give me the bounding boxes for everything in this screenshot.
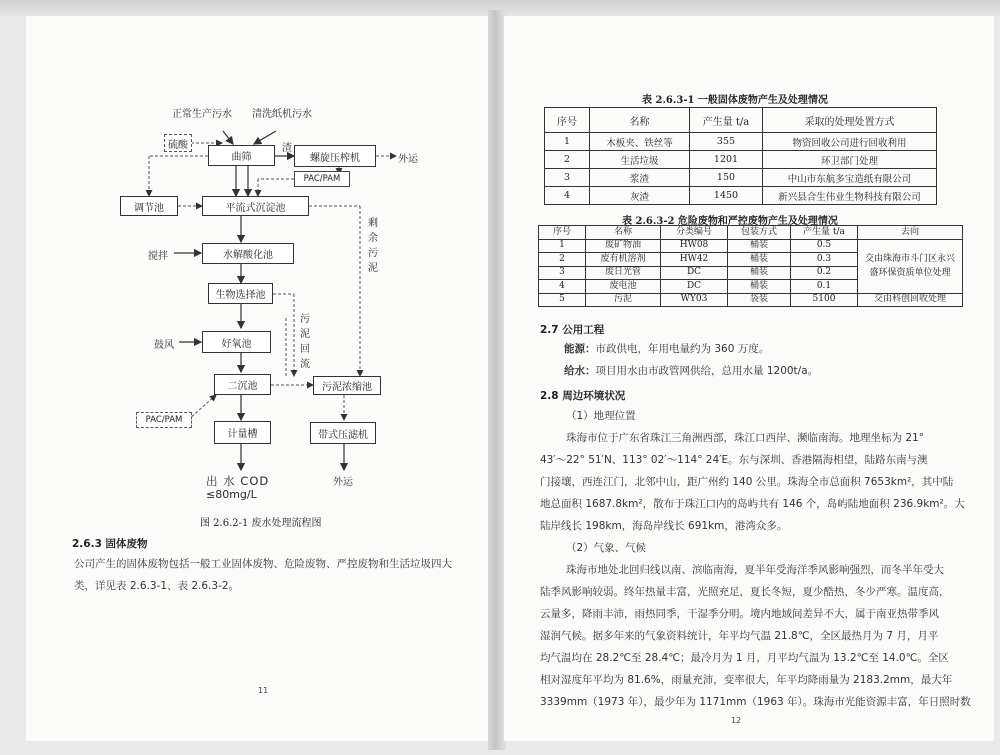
table2-header-cell: 分类编号 bbox=[661, 226, 728, 240]
figure-caption: 图 2.6.2-1 废水处理流程图 bbox=[200, 518, 322, 529]
hydrolysis-tank-box: 水解酸化池 bbox=[202, 243, 294, 264]
table-cell: 4 bbox=[539, 280, 586, 294]
table-cell: 1 bbox=[539, 239, 586, 253]
table-cell: 3 bbox=[539, 266, 586, 280]
table2-header-cell: 包装方式 bbox=[728, 226, 791, 240]
climate-line-1: 珠海市地处北回归线以南、滨临南海，夏半年受海洋季风影响强烈，而冬半年受大 bbox=[566, 564, 944, 576]
table-row bbox=[539, 293, 963, 307]
section-2-7-heading: 2.7 公用工程 bbox=[540, 324, 605, 336]
surplus-sludge-label: 剩余污泥 bbox=[368, 218, 378, 274]
stirring-label: 搅拌 bbox=[148, 251, 168, 262]
table-cell: 废有机溶剂 bbox=[586, 253, 661, 267]
aerobic-tank-box: 好氧池 bbox=[202, 331, 271, 353]
table-cell: 150 bbox=[690, 169, 763, 187]
secondary-clarifier-box: 二沉池 bbox=[214, 374, 271, 395]
table-cell: WY03 bbox=[661, 293, 728, 307]
haul-out-label-1: 外运 bbox=[398, 154, 418, 165]
table-cell: 4 bbox=[545, 187, 590, 205]
table-row bbox=[539, 239, 963, 253]
table-cell: HW42 bbox=[661, 253, 728, 267]
table-cell: DC bbox=[661, 280, 728, 294]
climate-line-5: 均气温均在 28.2℃至 28.4℃；最冷月为 1 月，月平均气温为 13.2℃至 14.0℃。全区 bbox=[540, 652, 949, 664]
energy-line bbox=[564, 338, 769, 360]
merged-destination-line-1: 交由珠海市斗门区永兴 bbox=[864, 254, 955, 264]
table-cell: 桶装 bbox=[728, 253, 791, 267]
climate-line-4: 湿润气候。据多年来的气象资料统计，年平均气温 21.8℃，全区最热月为 7 月，月平 bbox=[540, 630, 939, 642]
table-cell: 0.3 bbox=[791, 253, 858, 267]
table-cell: 污泥 bbox=[586, 293, 661, 307]
table-cell: 5 bbox=[539, 293, 586, 307]
table-cell: 1 bbox=[545, 133, 590, 151]
effluent-limit-label: ≤80mg/L bbox=[206, 488, 257, 501]
table-row bbox=[545, 169, 937, 187]
belt-filter-press-box: 带式压滤机 bbox=[310, 422, 376, 444]
section-2-8-heading: 2.8 周边环境状况 bbox=[540, 390, 626, 402]
table2-caption: 表 2.6.3-2 危险废物和严控废物产生及处理情况 bbox=[622, 216, 838, 227]
table-cell: 355 bbox=[690, 133, 763, 151]
section-2-6-3-heading: 2.6.3 固体废物 bbox=[72, 538, 148, 550]
input-normal-wastewater: 正常生产污水 bbox=[172, 109, 232, 120]
table2-header-cell: 序号 bbox=[539, 226, 586, 240]
sludge-return-label: 污泥回流 bbox=[300, 314, 310, 370]
sulfuric-acid-box: 硫酸 bbox=[164, 134, 192, 152]
merged-destination-line-2: 盛环保资质单位处理 bbox=[869, 268, 951, 278]
table1-header-cell: 名称 bbox=[590, 108, 690, 133]
table-cell: DC bbox=[661, 266, 728, 280]
screw-press-box: 螺旋压榨机 bbox=[294, 145, 376, 167]
table-row bbox=[545, 151, 937, 169]
solid-waste-para-line-2: 类，详见表 2.6.3-1、表 2.6.3-2。 bbox=[74, 580, 240, 592]
right-page bbox=[504, 16, 994, 741]
table-cell: 2 bbox=[545, 151, 590, 169]
pac-pam-box-1: PAC/PAM bbox=[294, 171, 350, 187]
left-page bbox=[26, 16, 490, 741]
table2-header-row bbox=[539, 226, 963, 240]
table-cell: 木板夹、铁丝等 bbox=[590, 133, 690, 151]
table-cell: HW08 bbox=[661, 239, 728, 253]
table-row bbox=[545, 133, 937, 151]
geo-line-3: 门接壤，西连江门，北邻中山，距广州约 140 公里。珠海全市总面积 7653km²，其中陆 bbox=[540, 476, 954, 488]
table-cell: 物资回收公司进行回收利用 bbox=[763, 133, 937, 151]
geo-line-5: 陆岸线长 198km，海岛岸线长 691km，港湾众多。 bbox=[540, 520, 788, 532]
climate-line-3: 云量多，降雨丰沛，雨热同季，干湿季分明。境内地域间差异不大，属于南亚热带季风 bbox=[540, 608, 939, 620]
climate-line-2: 陆季风影响较弱。终年热量丰富，光照充足，夏长冬短，夏少酷热，冬少严寒。温度高， bbox=[540, 586, 950, 598]
sludge-thickener-box: 污泥浓缩池 bbox=[313, 376, 381, 395]
water-label: 给水： bbox=[564, 365, 596, 377]
curved-screen-box: 曲筛 bbox=[208, 145, 275, 166]
table-cell: 3 bbox=[545, 169, 590, 187]
table-cell: 废日光管 bbox=[586, 266, 661, 280]
table-cell: 袋装 bbox=[728, 293, 791, 307]
residue-label: 渣 bbox=[282, 143, 292, 154]
hazardous-waste-table bbox=[538, 225, 963, 307]
geo-line-2: 43′～22° 51′N、113° 02′～114° 24′E。东与深圳、香港隔海相望，陆路东南与澳 bbox=[540, 454, 928, 466]
table1-caption: 表 2.6.3-1 一般固体废物产生及处理情况 bbox=[642, 95, 828, 106]
table-cell: 中山市东航多宝造纸有限公司 bbox=[763, 169, 937, 187]
table-cell: 0.1 bbox=[791, 280, 858, 294]
table2-header-cell: 去向 bbox=[858, 226, 963, 240]
table-cell: 环卫部门处理 bbox=[763, 151, 937, 169]
metering-tank-box: 计量槽 bbox=[214, 421, 271, 444]
climate-line-7: 3339mm（1973 年），最少年为 1171mm（1963 年）。珠海市光能资源丰富，年日照时数 bbox=[540, 696, 971, 708]
geo-line-4: 地总面积 1687.8km²，散布于珠江口内的岛屿共有 146 个，岛屿陆地面积 236.9km²。大 bbox=[540, 498, 965, 510]
climate-line-6: 相对湿度年平均为 81.6%，雨量充沛，变率很大，年平均降雨量为 2183.2mm，最大年 bbox=[540, 674, 953, 686]
table-cell: 0.5 bbox=[791, 239, 858, 253]
page-number-left: 11 bbox=[258, 686, 269, 695]
sedimentation-tank-box: 平流式沉淀池 bbox=[202, 196, 309, 216]
table-cell: 1201 bbox=[690, 151, 763, 169]
energy-label: 能源： bbox=[564, 343, 596, 355]
table1-header-row bbox=[545, 108, 937, 133]
table-cell: 交由科创回收处理 bbox=[858, 293, 963, 307]
table1-header-cell: 采取的处理处置方式 bbox=[763, 108, 937, 133]
table-cell: 废矿物油 bbox=[586, 239, 661, 253]
table-cell: 0.2 bbox=[791, 266, 858, 280]
blower-label: 鼓风 bbox=[154, 340, 174, 351]
table-cell: 新兴县合生伟业生物科技有限公司 bbox=[763, 187, 937, 205]
table-cell: 废电池 bbox=[586, 280, 661, 294]
general-solid-waste-table bbox=[544, 107, 937, 205]
table-cell: 桶装 bbox=[728, 239, 791, 253]
effluent-cod-label: 出 水 COD bbox=[206, 474, 270, 488]
geo-line-1: 珠海市位于广东省珠江三角洲西部，珠江口西岸、濒临南海。地理坐标为 21° bbox=[566, 432, 924, 444]
table-row bbox=[545, 187, 937, 205]
table-cell: 5100 bbox=[791, 293, 858, 307]
input-cleaning-wastewater: 清洗纸机污水 bbox=[252, 109, 312, 120]
table2-header-cell: 产生量 t/a bbox=[791, 226, 858, 240]
water-line bbox=[564, 360, 818, 382]
pac-pam-box-2: PAC/PAM bbox=[136, 412, 192, 428]
subsection-geography: （1）地理位置 bbox=[566, 410, 636, 422]
table-cell: 1450 bbox=[690, 187, 763, 205]
table-cell: 生活垃圾 bbox=[590, 151, 690, 169]
table1-header-cell: 产生量 t/a bbox=[690, 108, 763, 133]
merged-destination-cell bbox=[858, 239, 963, 293]
table-cell: 2 bbox=[539, 253, 586, 267]
table2-header-cell: 名称 bbox=[586, 226, 661, 240]
solid-waste-para-line-1: 公司产生的固体废物包括一般工业固体废物、危险废物、严控废物和生活垃圾四大 bbox=[74, 558, 452, 570]
page-number-right: 12 bbox=[731, 716, 742, 725]
water-text: 项目用水由市政管网供给，总用水量 1200t/a。 bbox=[595, 365, 819, 377]
table-cell: 桶装 bbox=[728, 266, 791, 280]
table-cell: 浆渣 bbox=[590, 169, 690, 187]
table-cell: 灰渣 bbox=[590, 187, 690, 205]
table1-header-cell: 序号 bbox=[545, 108, 590, 133]
energy-text: 市政供电，年用电量约为 360 万度。 bbox=[595, 343, 770, 355]
haul-out-label-2: 外运 bbox=[333, 477, 353, 488]
table-cell: 桶装 bbox=[728, 280, 791, 294]
regulating-tank-box: 调节池 bbox=[120, 196, 178, 216]
subsection-climate: （2）气象、气候 bbox=[566, 542, 647, 554]
bio-selector-tank-box: 生物选择池 bbox=[208, 283, 273, 304]
